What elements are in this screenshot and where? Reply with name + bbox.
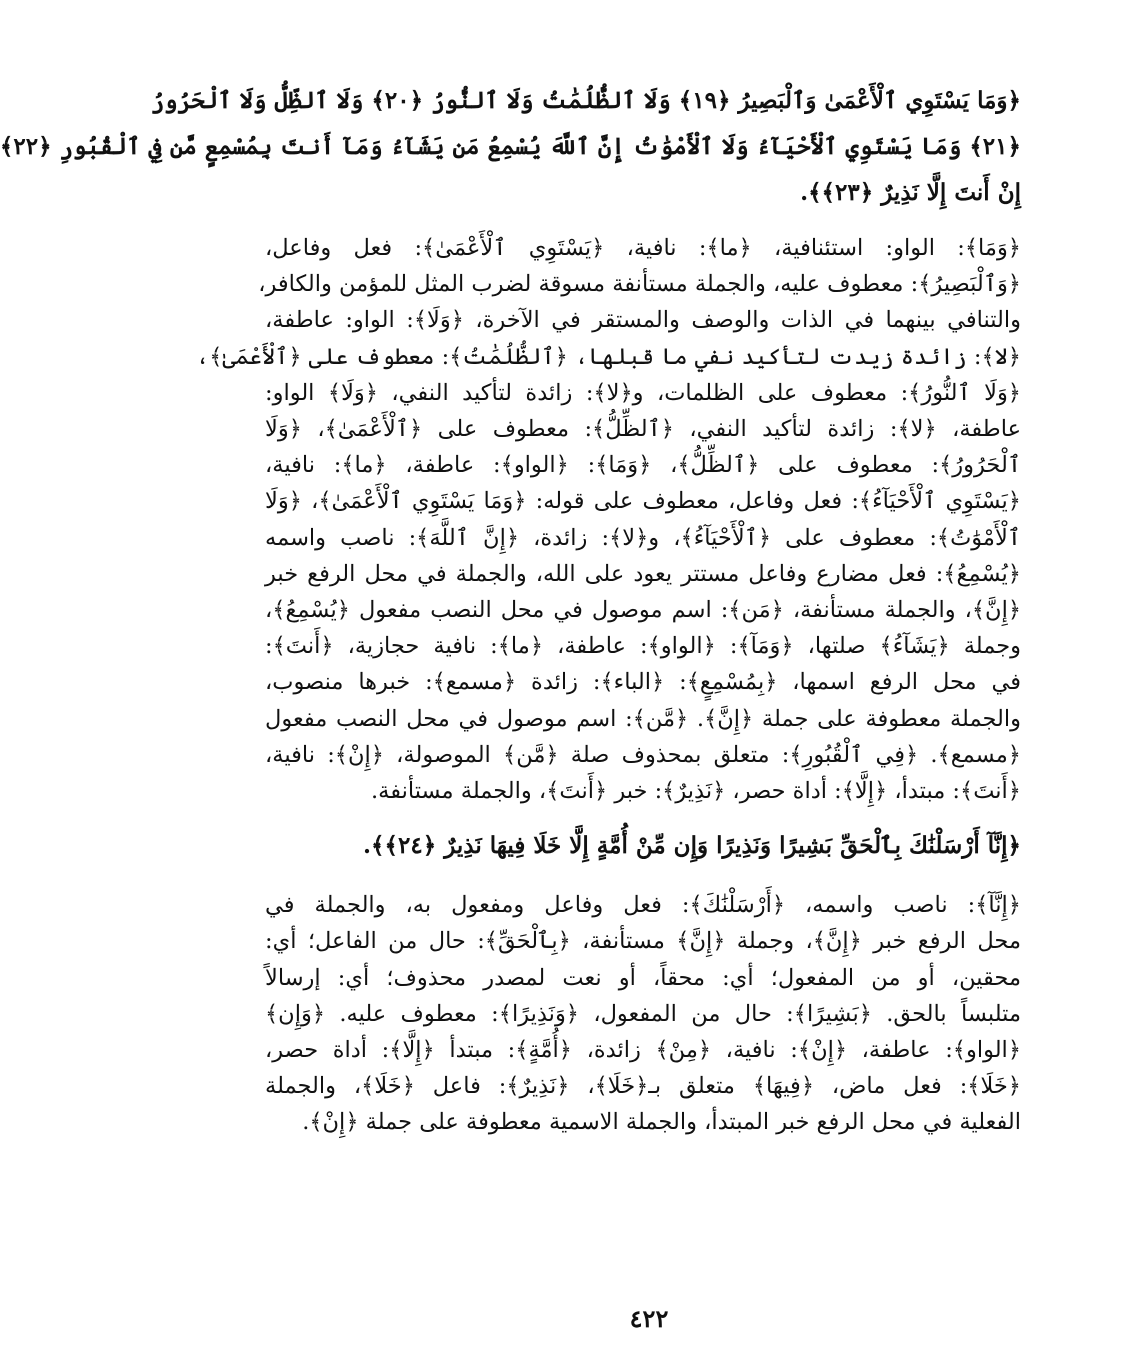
verse-line: إِنْ أَنتَ إِلَّا نَذِيرٌ ﴿٢٣﴾﴾. (800, 179, 1021, 206)
grammar-commentary (196, 230, 1021, 809)
commentary-line: والجملة معطوفة على جملة ﴿إِنَّ﴾. ﴿مَّن﴾: اسم موصول في محل النصب مفعول (265, 705, 1021, 732)
commentary-line: ﴿خَلَا﴾: فعل ماض، ﴿فِيهَا﴾ متعلق بـ﴿خَلَا﴾، ﴿نَذِيرٌ﴾: فاعل ﴿خَلَا﴾، والجملة (265, 1073, 1021, 1100)
commentary-line: ﴿يَسْتَوِي ٱلْأَحْيَآءُ﴾: فعل وفاعل، معطوف على قوله: ﴿وَمَا يَسْتَوِي ٱلْأَعْمَىٰ﴾، ﴿وَلَا (265, 488, 1021, 515)
commentary-line: والتنافي بينهما في الذات والوصف والمستقر في الآخرة، ﴿وَلَا﴾: الواو: عاطفة، (265, 307, 1021, 334)
commentary-line: ﴿يُسْمِعُ﴾: فعل مضارع وفاعل مستتر يعود على الله، والجملة في محل الرفع خبر (265, 560, 1021, 587)
commentary-line: محقين، أو من المفعول؛ أي: محقاً، أو نعت لمصدر محذوف؛ أي: إرسالاً (265, 964, 1021, 991)
commentary-line: ﴿وَمَا﴾: الواو: استئنافية، ﴿ما﴾: نافية، ﴿يَسْتَوِي ٱلْأَعْمَىٰ﴾: فعل وفاعل، (265, 235, 1021, 261)
commentary-line: ﴿مسمع﴾. ﴿فِي ٱلْقُبُورِ﴾: متعلق بمحذوف صلة ﴿مَّن﴾ الموصولة، ﴿إِنْ﴾: نافية، (265, 741, 1021, 768)
commentary-line: متلبساً بالحق. ﴿بَشِيرًا﴾: حال من المفعول، ﴿وَنَذِيرًا﴾: معطوف عليه. ﴿وَإِن﴾ (265, 1000, 1021, 1027)
commentary-line: ٱلْحَرُورُ﴾: معطوف على ﴿ٱلظِّلُّ﴾، ﴿وَمَا﴾: ﴿الواو﴾: عاطفة، ﴿ما﴾: نافية، (265, 452, 1021, 479)
commentary-line: ﴿وَٱلْبَصِيرُ﴾: معطوف عليه، والجملة مستأنفة مسوقة لضرب المثل للمؤمن والكافر، (258, 271, 1021, 298)
verse-line: ﴿إِنَّآ أَرْسَلْنَٰكَ بِٱلْحَقِّ بَشِيرًا وَنَذِيرًا وَإِن مِّنْ أُمَّةٍ إِلَّا خَلَا فِيهَا نَذِيرٌ ﴿٢٤﴾﴾. (363, 832, 1021, 860)
commentary-line: الفعلية في محل الرفع خبر المبتدأ، والجملة الاسمية معطوفة على جملة ﴿إِنْ﴾. (302, 1109, 1021, 1136)
commentary-line: وجملة ﴿يَشَآءُ﴾ صلتها، ﴿وَمَآ﴾: ﴿الواو﴾: عاطفة، ﴿ما﴾: نافية حجازية، ﴿أَنتَ﴾: (265, 633, 1021, 660)
quran-verse-block (0, 78, 1021, 216)
commentary-line: ﴿لا﴾: زائدة زيدت لتأكيد نفي ما قبلها، ﴿ٱلظُّلُمَٰتُ﴾: معطوف على ﴿ٱلْأَعْمَىٰ﴾، (196, 343, 1021, 370)
page-number: ٤٢٢ (629, 1304, 669, 1333)
commentary-line: ﴿إِنَّآ﴾: ناصب واسمه، ﴿أَرْسَلْنَٰكَ﴾: فعل وفاعل ومفعول به، والجملة في (265, 892, 1021, 919)
commentary-line: ﴿وَلَا ٱلنُّورُ﴾: معطوف على الظلمات، و﴿لا﴾: زائدة لتأكيد النفي، ﴿وَلَا﴾ الواو: (265, 379, 1021, 406)
verse-line: ﴿٢١﴾ وَمَا يَسْتَوِي ٱلْأَحْيَآءُ وَلَا ٱلْأَمْوَٰتُ إِنَّ ٱللَّهَ يُسْمِعُ مَن يَشَآءُ وَمَآ أَنتَ بِمُسْمِعٍ مَّن فِي ٱلْقُبُورِ ﴿٢٢﴾ (0, 133, 1021, 160)
commentary-line: عاطفة، ﴿لا﴾: زائدة لتأكيد النفي، ﴿ٱلظِّلُّ﴾: معطوف على ﴿ٱلْأَعْمَىٰ﴾، ﴿وَلَا (265, 416, 1021, 443)
grammar-commentary (265, 887, 1021, 1140)
commentary-line: ٱلْأَمْوَٰتُ﴾: معطوف على ﴿ٱلْأَحْيَآءُ﴾، و﴿لا﴾: زائدة، ﴿إِنَّ ٱللَّهَ﴾: ناصب واسمه (265, 524, 1021, 551)
commentary-line: محل الرفع خبر ﴿إِنَّ﴾، وجملة ﴿إِنَّ﴾ مستأنفة، ﴿بِٱلْحَقِّ﴾: حال من الفاعل؛ أي: (265, 928, 1021, 955)
commentary-line: في محل الرفع اسمها، ﴿بِمُسْمِعٍ﴾: ﴿الباء﴾: زائدة ﴿مسمع﴾: خبرها منصوب، (265, 669, 1021, 696)
commentary-line: ﴿أَنتَ﴾: مبتدأ، ﴿إِلَّا﴾: أداة حصر، ﴿نَذِيرٌ﴾: خبر ﴿أَنتَ﴾، والجملة مستأنفة. (370, 778, 1021, 805)
verse-line: ﴿وَمَا يَسْتَوِي ٱلْأَعْمَىٰ وَٱلْبَصِيرُ ﴿١٩﴾ وَلَا ٱلظُّلُمَٰتُ وَلَا ٱلنُّورُ ﴿٢٠﴾ وَلَا ٱلظِّلُّ وَلَا ٱلْحَرُورُ (150, 87, 1021, 114)
quran-verse-block (265, 823, 1021, 869)
commentary-line: ﴿الواو﴾: عاطفة، ﴿إِنْ﴾: نافية، ﴿مِنْ﴾ زائدة، ﴿أُمَّةٍ﴾: مبتدأ ﴿إِلَّا﴾: أداة حصر، (265, 1037, 1021, 1064)
commentary-line: ﴿إِنَّ﴾، والجملة مستأنفة، ﴿مَن﴾: اسم موصول في محل النصب مفعول ﴿يُسْمِعُ﴾، (265, 597, 1021, 624)
